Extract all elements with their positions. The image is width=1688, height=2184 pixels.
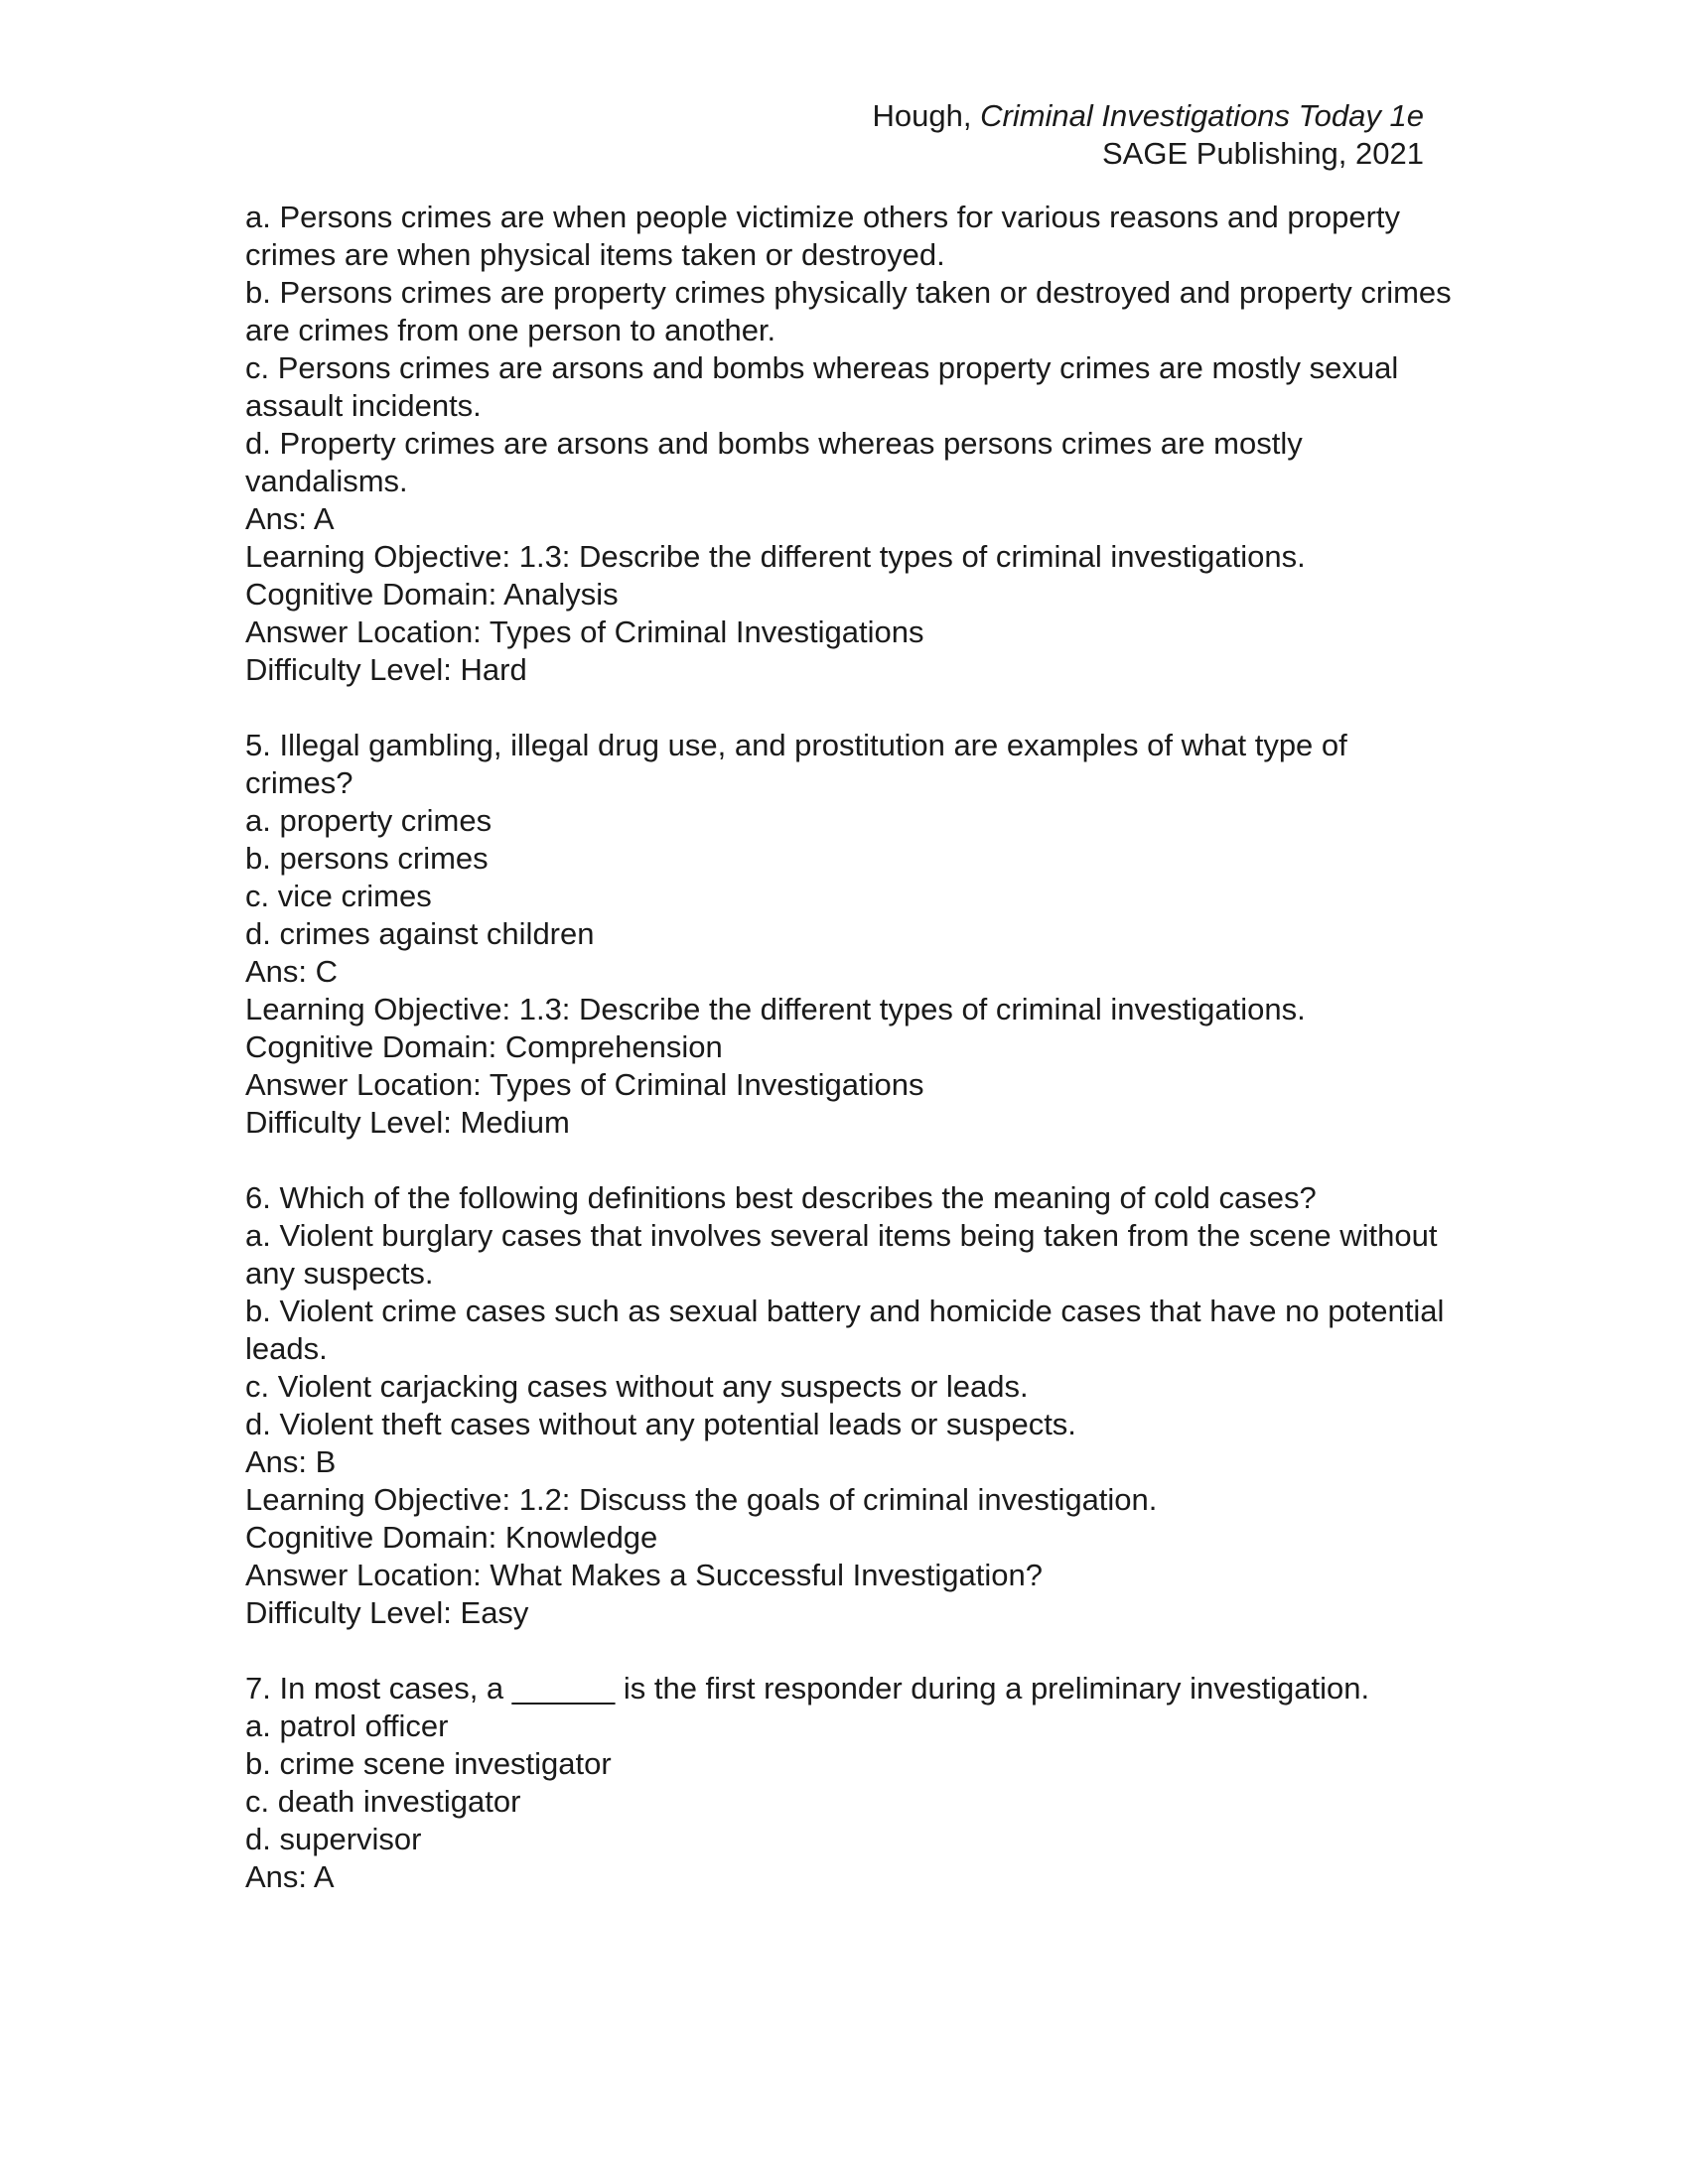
- question-content: [245, 199, 1461, 1896]
- option-b: b. persons crimes: [245, 841, 489, 876]
- option-c: c. Persons crimes are arsons and bombs whereas property crimes are mostly sexual assault incidents.: [245, 350, 1407, 423]
- spacer: [245, 689, 1457, 727]
- answer-location: Answer Location: What Makes a Successful Investigation?: [245, 1558, 1043, 1592]
- cognitive-domain: Cognitive Domain: Comprehension: [245, 1029, 723, 1064]
- option-b: b. Violent crime cases such as sexual battery and homicide cases that have no potential leads.: [245, 1294, 1454, 1366]
- learning-objective: Learning Objective: 1.3: Describe the different types of criminal investigations.: [245, 539, 1306, 574]
- question-block-4: [245, 199, 1461, 689]
- option-d: d. Property crimes are arsons and bombs whereas persons crimes are mostly vandalisms.: [245, 426, 1312, 498]
- answer-location: Answer Location: Types of Criminal Investigations: [245, 1067, 924, 1102]
- option-b: b. crime scene investigator: [245, 1746, 612, 1781]
- option-a: a. property crimes: [245, 803, 492, 838]
- answer: Ans: A: [245, 1859, 335, 1894]
- difficulty-level: Difficulty Level: Hard: [245, 652, 527, 687]
- question-block-7: [245, 1670, 1457, 1896]
- question-text: 6. Which of the following definitions best describes the meaning of cold cases?: [245, 1180, 1317, 1215]
- option-d: d. Violent theft cases without any potential leads or suspects.: [245, 1407, 1076, 1441]
- option-a: a. Violent burglary cases that involves several items being taken from the scene without any suspects.: [245, 1218, 1447, 1291]
- header-publisher: SAGE Publishing, 2021: [1102, 136, 1424, 171]
- difficulty-level: Difficulty Level: Easy: [245, 1595, 529, 1630]
- answer: Ans: B: [245, 1444, 337, 1479]
- spacer: [245, 1632, 1457, 1670]
- learning-objective: Learning Objective: 1.3: Describe the different types of criminal investigations.: [245, 992, 1306, 1026]
- option-c: c. vice crimes: [245, 879, 432, 913]
- answer: Ans: C: [245, 954, 339, 989]
- option-d: d. supervisor: [245, 1822, 422, 1856]
- option-c: c. death investigator: [245, 1784, 521, 1819]
- cognitive-domain: Cognitive Domain: Knowledge: [245, 1520, 658, 1555]
- spacer: [245, 1142, 1457, 1179]
- question-text: 5. Illegal gambling, illegal drug use, and prostitution are examples of what type of crimes?: [245, 728, 1356, 800]
- question-text: 7. In most cases, a ______ is the first responder during a preliminary investigation.: [245, 1671, 1370, 1706]
- header-book-title: Criminal Investigations Today 1e: [980, 98, 1424, 133]
- option-a: a. patrol officer: [245, 1708, 449, 1743]
- answer: Ans: A: [245, 501, 335, 536]
- answer-location: Answer Location: Types of Criminal Investigations: [245, 614, 924, 649]
- difficulty-level: Difficulty Level: Medium: [245, 1105, 570, 1140]
- page-header: [873, 97, 1424, 173]
- question-block-5: [245, 727, 1457, 1142]
- question-block-6: [245, 1179, 1457, 1632]
- learning-objective: Learning Objective: 1.2: Discuss the goals of criminal investigation.: [245, 1482, 1158, 1517]
- header-author: Hough,: [872, 98, 981, 133]
- option-b: b. Persons crimes are property crimes physically taken or destroyed and property crimes are crimes from one person to another.: [245, 275, 1461, 347]
- option-a: a. Persons crimes are when people victimize others for various reasons and property crimes are when physical items taken or destroyed.: [245, 200, 1409, 272]
- option-c: c. Violent carjacking cases without any suspects or leads.: [245, 1369, 1029, 1404]
- cognitive-domain: Cognitive Domain: Analysis: [245, 577, 619, 612]
- option-d: d. crimes against children: [245, 916, 595, 951]
- header-book-line: [873, 97, 1424, 135]
